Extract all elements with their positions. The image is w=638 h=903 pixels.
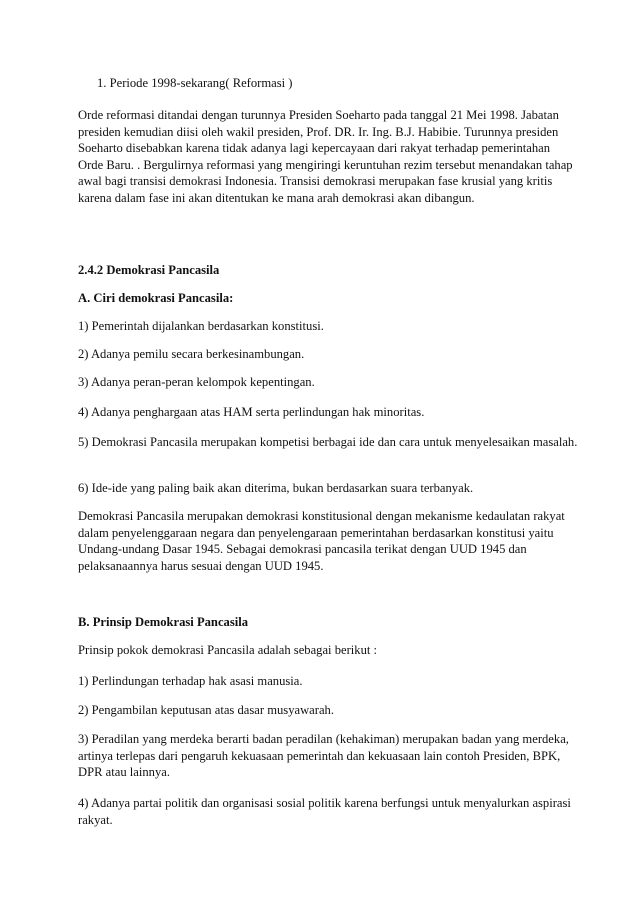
ciri-item-2: 2) Adanya pemilu secara berkesinambungan. bbox=[78, 347, 305, 361]
ciri-paragraph: Demokrasi Pancasila merupakan demokrasi konstitusional dengan mekanisme kedaulatan rakyat dalam penyelenggaraan negara dan penyelengaraan pemerintahan berdasarkan konstitusi yaitu Undang-undang Dasar 1945. Sebagai demokrasi pancasila terikat dengan UUD 1945 dan pelaksanaannya harus sesuai dengan UUD 1945. bbox=[78, 509, 565, 573]
prinsip-item-4: 4) Adanya partai politik dan organisasi sosial politik karena berfungsi untuk menyalurkan aspirasi rakyat. bbox=[78, 796, 571, 827]
prinsip-heading: B. Prinsip Demokrasi Pancasila bbox=[78, 615, 249, 629]
ciri-heading: A. Ciri demokrasi Pancasila: bbox=[78, 291, 234, 305]
prinsip-item-2: 2) Pengambilan keputusan atas dasar musyawarah. bbox=[78, 703, 334, 717]
reformasi-paragraph: Orde reformasi ditandai dengan turunnya Presiden Soeharto pada tanggal 21 Mei 1998. Jabatan presiden kemudian diisi oleh wakil presiden, Prof. DR. Ir. Ing. B.J. Habibie. Turunnya presiden Soeharto disebabkan karena tidak adanya lagi kepercayaan dari rakyat terhadap pemerintahan Orde Baru. . Bergulirnya reformasi yang mengiringi keruntuhan rezim tersebut menandakan tahap awal bagi transisi demokrasi Indonesia. Transisi demokrasi merupakan fase krusial yang kritis karena dalam fase ini akan ditentukan ke mana arah demokrasi akan dibangun. bbox=[78, 108, 573, 205]
ciri-item-1: 1) Pemerintah dijalankan berdasarkan konstitusi. bbox=[78, 319, 324, 333]
ciri-item-3: 3) Adanya peran-peran kelompok kepentingan. bbox=[78, 375, 315, 389]
ciri-item-4: 4) Adanya penghargaan atas HAM serta perlindungan hak minoritas. bbox=[78, 405, 425, 419]
section-title: 2.4.2 Demokrasi Pancasila bbox=[78, 263, 220, 277]
ciri-item-6: 6) Ide-ide yang paling baik akan diterima, bukan berdasarkan suara terbanyak. bbox=[78, 481, 474, 495]
ciri-item-5: 5) Demokrasi Pancasila merupakan kompetisi berbagai ide dan cara untuk menyelesaikan masalah. bbox=[78, 435, 578, 449]
prinsip-intro: Prinsip pokok demokrasi Pancasila adalah sebagai berikut : bbox=[78, 643, 378, 657]
prinsip-item-3: 3) Peradilan yang merdeka berarti badan peradilan (kehakiman) merupakan badan yang merdeka, artinya terlepas dari pengaruh kekuasaan pemerintah dan kekuasaan lain contoh Presiden, BPK, DPR atau lainnya. bbox=[78, 732, 569, 779]
reformasi-item-heading: 1. Periode 1998-sekarang( Reformasi ) bbox=[97, 76, 293, 90]
prinsip-item-1: 1) Perlindungan terhadap hak asasi manusia. bbox=[78, 674, 303, 688]
